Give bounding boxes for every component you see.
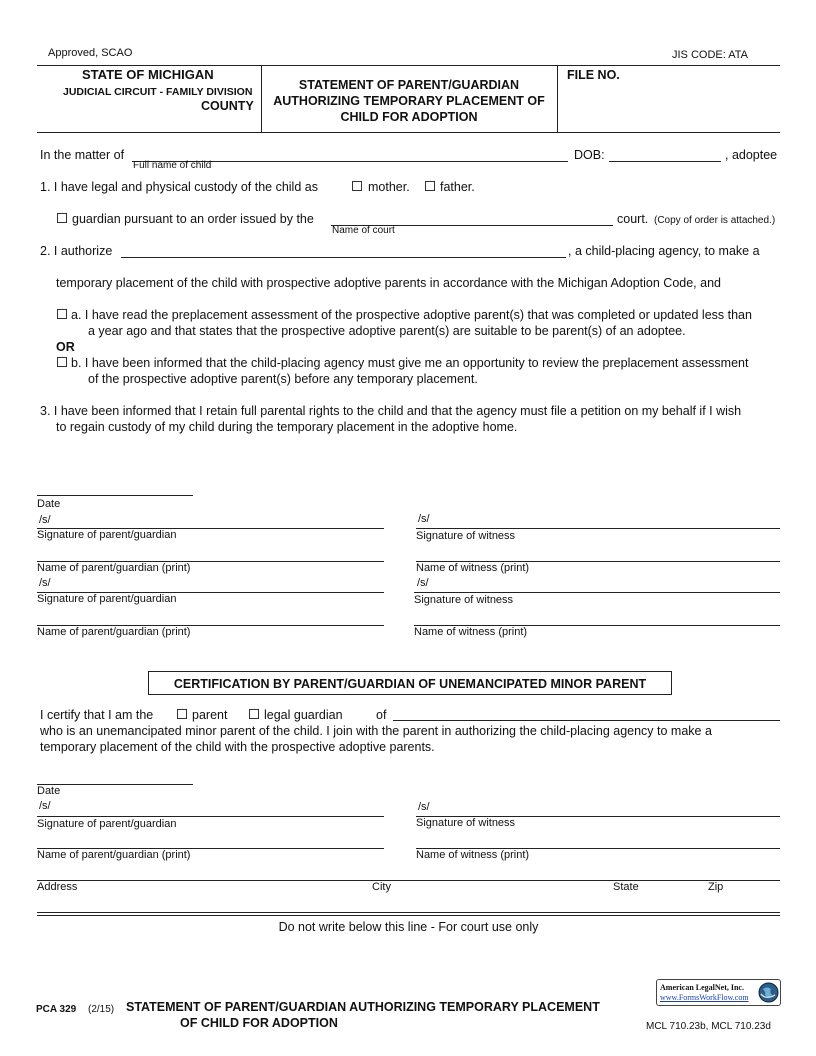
footer-title-line2: OF CHILD FOR ADOPTION (180, 1016, 338, 1030)
city-label: City (372, 881, 391, 893)
mother-checkbox[interactable] (352, 181, 362, 191)
header-top-rule (37, 65, 780, 66)
option-a-line1: a. I have read the preplacement assessment of the prospective adoptive parent(s) that was completed or updated less than (71, 308, 752, 322)
court-name-caption: Name of court (332, 225, 395, 236)
cert-of-label: of (376, 708, 387, 722)
or-label: OR (56, 340, 75, 354)
header-bottom-rule (37, 132, 780, 133)
form-revision: (2/15) (88, 1004, 115, 1015)
option-a-line2: a year ago and that states that the prospective adoptive parent(s) are suitable to be parent(s) of an adoptee. (88, 324, 686, 338)
dob-label: DOB: (574, 148, 605, 162)
state-of-michigan: STATE OF MICHIGAN (82, 67, 214, 82)
globe-icon (758, 982, 779, 1003)
header-divider-2 (557, 65, 558, 132)
cert-line3: temporary placement of the child with the prospective adoptive parents. (40, 740, 435, 754)
copy-attached-note: (Copy of order is attached.) (654, 215, 776, 226)
judicial-circuit: JUDICIAL CIRCUIT - FAMILY DIVISION (63, 86, 253, 98)
mother-label: mother. (368, 180, 410, 194)
jis-code: JIS CODE: ATA (672, 49, 748, 61)
name-witness-label-3: Name of witness (print) (416, 849, 530, 861)
cert-parent-label: parent (192, 708, 228, 722)
option-a-checkbox[interactable] (57, 309, 67, 319)
name-witness-label-1: Name of witness (print) (416, 562, 530, 574)
mcl-reference: MCL 710.23b, MCL 710.23d (646, 1021, 771, 1032)
approved-label: Approved, SCAO (48, 47, 133, 59)
cert-guardian-label: legal guardian (264, 708, 343, 722)
address-field[interactable] (37, 880, 780, 881)
date-field-2[interactable] (37, 784, 193, 785)
item3-line1: 3. I have been informed that I retain full parental rights to the child and that the agency must file a petition on my behalf if I wish (40, 404, 742, 418)
guardian-checkbox[interactable] (57, 213, 67, 223)
option-b-line2: of the prospective adoptive parent(s) before any temporary placement. (88, 372, 478, 386)
sig-witness-label-2: Signature of witness (414, 594, 514, 606)
name-parent-label-3: Name of parent/guardian (print) (37, 849, 191, 861)
sig-witness-field-1[interactable] (416, 528, 780, 529)
sig-parent-label-2: Signature of parent/guardian (37, 593, 177, 605)
item2-placement-text: temporary placement of the child with prospective adoptive parents in accordance with the Michigan Adoption Code, and (56, 276, 721, 290)
s-mark: /s/ (418, 513, 430, 525)
certification-heading: CERTIFICATION BY PARENT/GUARDIAN OF UNEMANCIPATED MINOR PARENT (148, 671, 672, 695)
s-mark: /s/ (39, 577, 51, 589)
guardian-label: guardian pursuant to an order issued by the (72, 212, 314, 226)
cert-minor-parent-field[interactable] (393, 720, 780, 721)
item2-authorize: 2. I authorize (40, 244, 113, 258)
name-parent-label-1: Name of parent/guardian (print) (37, 562, 191, 574)
court-use-note: Do not write below this line - For court use only (278, 920, 539, 934)
cert-guardian-checkbox[interactable] (249, 709, 259, 719)
date-field-1[interactable] (37, 495, 193, 496)
certify-label: I certify that I am the (40, 708, 154, 722)
form-title: STATEMENT OF PARENT/GUARDIAN AUTHORIZING TEMPORARY PLACEMENT OF CHILD FOR ADOPTION (273, 78, 545, 124)
in-matter-of-label: In the matter of (40, 148, 125, 162)
name-witness-label-2: Name of witness (print) (414, 626, 528, 638)
child-name-caption: Full name of child (133, 160, 212, 171)
s-mark: /s/ (417, 577, 429, 589)
s-mark: /s/ (418, 801, 430, 813)
legalnet-logo: American LegalNet, Inc. www.FormsWorkFlow.com (656, 979, 781, 1006)
s-mark: /s/ (39, 800, 51, 812)
court-use-rule-2 (37, 915, 780, 916)
file-no-label: FILE NO. (567, 68, 620, 82)
father-checkbox[interactable] (425, 181, 435, 191)
name-parent-label-2: Name of parent/guardian (print) (37, 626, 191, 638)
adoptee-label: , adoptee (725, 148, 778, 162)
county-label: COUNTY (201, 99, 254, 113)
sig-witness-field-2[interactable] (414, 592, 780, 593)
s-mark: /s/ (39, 514, 51, 526)
form-number: PCA 329 (36, 1004, 77, 1015)
sig-parent-field-3[interactable] (37, 816, 384, 817)
father-label: father. (440, 180, 475, 194)
sig-parent-label-1: Signature of parent/guardian (37, 529, 177, 541)
court-use-rule-1 (37, 912, 780, 913)
agency-name-field[interactable] (121, 257, 566, 258)
court-label: court. (617, 212, 649, 226)
dob-field[interactable] (609, 161, 721, 162)
state-label: State (613, 881, 639, 893)
address-label: Address (37, 881, 78, 893)
footer-title-line1: STATEMENT OF PARENT/GUARDIAN AUTHORIZING TEMPORARY PLACEMENT (126, 1000, 600, 1014)
date-label-2: Date (37, 785, 61, 797)
cert-parent-checkbox[interactable] (177, 709, 187, 719)
zip-label: Zip (708, 881, 724, 893)
sig-witness-label-1: Signature of witness (416, 530, 516, 542)
sig-parent-label-3: Signature of parent/guardian (37, 818, 177, 830)
item1-text: 1. I have legal and physical custody of the child as (40, 180, 318, 194)
sig-witness-label-3: Signature of witness (416, 817, 516, 829)
date-label-1: Date (37, 498, 61, 510)
option-b-checkbox[interactable] (57, 357, 67, 367)
option-b-line1: b. I have been informed that the child-placing agency must give me an opportunity to review the preplacement assessment (71, 356, 749, 370)
cert-line2: who is an unemancipated minor parent of the child. I join with the parent in authorizing the child-placing agency to make a (40, 724, 712, 738)
item3-line2: to regain custody of my child during the temporary placement in the adoptive home. (56, 420, 518, 434)
item2-agency-text: , a child-placing agency, to make a (568, 244, 760, 258)
